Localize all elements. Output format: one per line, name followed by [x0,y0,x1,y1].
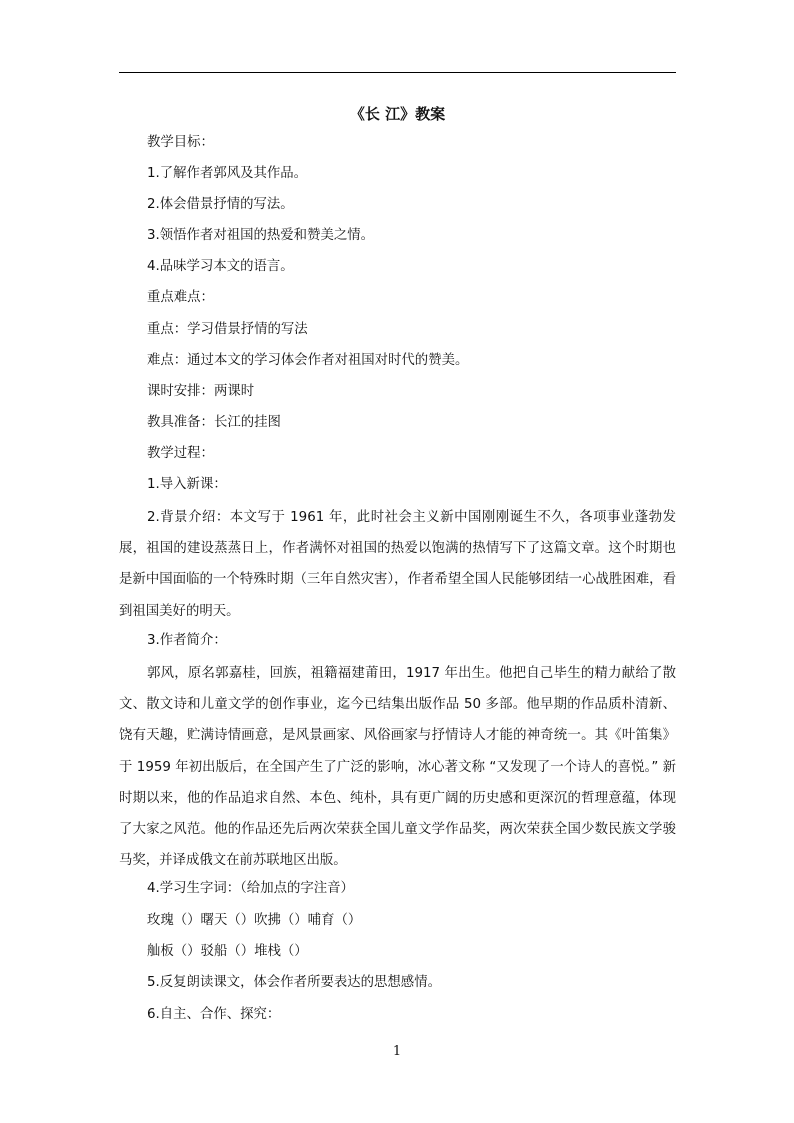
step-item: 6.自主、合作、探究： [147,1007,281,1022]
goal-item: 3.领悟作者对祖国的热爱和赞美之情。 [147,228,375,243]
step-item: 4.学习生字词：（给加点的字注音） [147,881,354,896]
schedule-line: 课时安排：两课时 [147,384,255,399]
vocab-row: 玫瑰（）曙天（）吹拂（）哺育（） [147,913,362,928]
author-paragraph: 郭风，原名郭嘉桂，回族，祖籍福建莆田，1917 年出生。他把自己毕生的精力献给了散文、散文诗和儿童文学的创作事业，迄今已结集出版作品 50 多部。他早期的作品质朴清新、饶有天趣，贮满诗情画意，是风景画家、风俗画家与抒情诗人才能的神奇统一。其《叶笛集》于 1959 年初出版后，在全国产生了广泛的影响，冰心著文称 “又发现了一个诗人的喜悦。” 新时期以来，他的作品追求自然、本色、纯朴，具有更广阔的历史感和更深沉的哲理意蕴，体现了大家之风范。他的作品还先后两次荣获全国儿童文学作品奖，两次荣获全国少数民族文学骏马奖，并译成俄文在前苏联地区出版。 [119,666,676,869]
difficult-point: 难点：通过本文的学习体会作者对祖国对时代的赞美。 [147,353,469,368]
goals-heading: 教学目标： [147,135,214,150]
process-heading: 教学过程： [147,446,214,461]
step-item: 5.反复朗读课文，体会作者所要表达的思想感情。 [147,975,441,990]
step-item: 3.作者简介： [147,633,227,648]
page-number: 1 [392,1044,402,1059]
goal-item: 1.了解作者郭风及其作品。 [147,166,308,181]
key-heading: 重点难点： [147,290,214,305]
vocab-row: 舢板（）驳船（）堆栈（） [147,944,308,959]
step-item: 1.导入新课： [147,477,227,492]
key-point: 重点：学习借景抒情的写法 [147,322,308,337]
header-rule [119,72,676,73]
goal-item: 4.品味学习本文的语言。 [147,259,294,274]
materials-line: 教具准备：长江的挂图 [147,415,281,430]
goal-item: 2.体会借景抒情的写法。 [147,197,294,212]
document-title: 《长 江》教案 [349,105,446,123]
background-paragraph: 2.背景介绍：本文写于 1961 年，此时社会主义新中国刚刚诞生不久，各项事业蓬勃发展，祖国的建设蒸蒸日上，作者满怀对祖国的热爱以饱满的热情写下了这篇文章。这个时期也是新中国面临的一个特殊时期（三年自然灾害），作者希望全国人民能够团结一心战胜困难，看到祖国美好的明天。 [119,510,676,619]
